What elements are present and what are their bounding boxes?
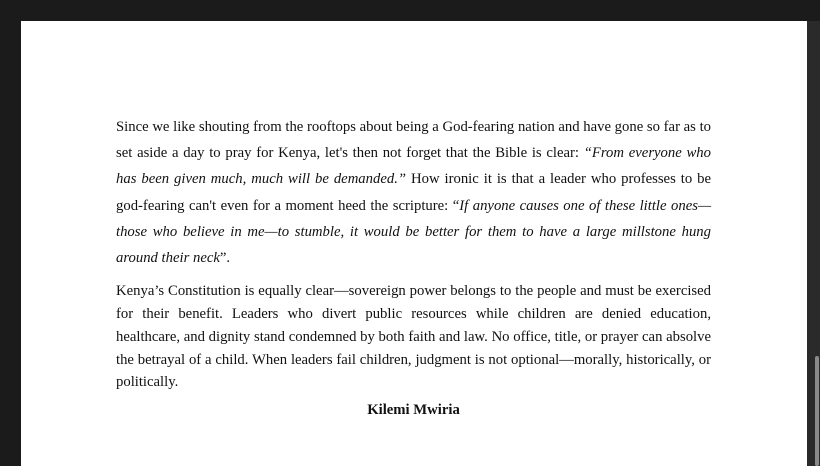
bible-quote-1: “From everyone who has been given much, much will be demanded.”	[116, 145, 711, 188]
paragraph-1-text-c: ”.	[219, 250, 231, 267]
scrollbar-thumb[interactable]	[815, 356, 819, 466]
author-signature: Kilemi Mwiria	[367, 402, 460, 419]
bible-quote-2: If anyone causes one of these little ones—those who believe in me—to stumble, it would be better for them to have a large millstone hung around their neck	[116, 197, 712, 267]
paragraph-1-text-a: Since we like shouting from the rooftops about being a God-fearing nation and have gone so far as to set aside a day to pray for Kenya, let's then not forget that the Bible is clear:	[116, 119, 711, 162]
article-body	[116, 114, 711, 420]
paragraph-1-text-b: How ironic it is that a leader who professes to be god-fearing can't even for a moment heed the scripture: “	[116, 171, 711, 214]
paragraph-1	[116, 114, 711, 271]
paragraph-2: Kenya’s Constitution is equally clear—sovereign power belongs to the people and must be exercised for their benefit. Leaders who divert public resources while children are denied education, healthcare, and dignity stand condemned by both faith and law. No office, title, or prayer can absolve the betrayal of a child. When leaders fail children, judgment is not optional—morally, historically, or politically.	[116, 283, 711, 391]
